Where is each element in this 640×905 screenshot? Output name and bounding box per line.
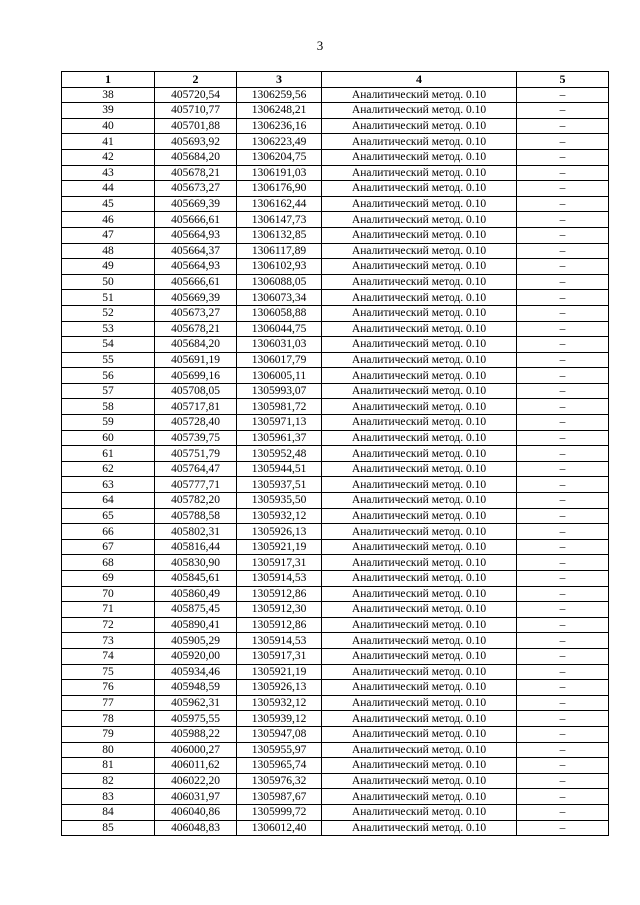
point-number-cell: 64	[62, 493, 155, 509]
point-number-cell: 82	[62, 773, 155, 789]
method-cell: Аналитический метод. 0.10	[322, 305, 517, 321]
table-row	[62, 571, 609, 587]
y-coordinate-cell: 1305935,50	[237, 493, 322, 509]
method-cell: Аналитический метод. 0.10	[322, 134, 517, 150]
table-header	[62, 72, 609, 88]
y-coordinate-cell: 1305971,13	[237, 415, 322, 431]
method-cell: Аналитический метод. 0.10	[322, 742, 517, 758]
note-cell: –	[517, 259, 609, 275]
note-cell: –	[517, 196, 609, 212]
x-coordinate-cell: 405905,29	[155, 633, 237, 649]
point-number-cell: 42	[62, 149, 155, 165]
method-cell: Аналитический метод. 0.10	[322, 290, 517, 306]
table-row	[62, 633, 609, 649]
x-coordinate-cell: 405948,59	[155, 680, 237, 696]
note-cell: –	[517, 399, 609, 415]
method-cell: Аналитический метод. 0.10	[322, 212, 517, 228]
x-coordinate-cell: 405802,31	[155, 524, 237, 540]
table-row	[62, 415, 609, 431]
table-row	[62, 524, 609, 540]
point-number-cell: 43	[62, 165, 155, 181]
method-cell: Аналитический метод. 0.10	[322, 571, 517, 587]
point-number-cell: 47	[62, 227, 155, 243]
table-row	[62, 789, 609, 805]
note-cell: –	[517, 415, 609, 431]
point-number-cell: 81	[62, 758, 155, 774]
x-coordinate-cell: 405691,19	[155, 352, 237, 368]
point-number-cell: 76	[62, 680, 155, 696]
point-number-cell: 41	[62, 134, 155, 150]
y-coordinate-cell: 1305921,19	[237, 539, 322, 555]
y-coordinate-cell: 1306058,88	[237, 305, 322, 321]
method-cell: Аналитический метод. 0.10	[322, 555, 517, 571]
note-cell: –	[517, 664, 609, 680]
x-coordinate-cell: 405830,90	[155, 555, 237, 571]
table-row	[62, 212, 609, 228]
note-cell: –	[517, 508, 609, 524]
point-number-cell: 75	[62, 664, 155, 680]
table-body	[62, 87, 609, 836]
note-cell: –	[517, 804, 609, 820]
x-coordinate-cell: 405890,41	[155, 617, 237, 633]
x-coordinate-cell: 405845,61	[155, 571, 237, 587]
point-number-cell: 54	[62, 337, 155, 353]
note-cell: –	[517, 149, 609, 165]
method-cell: Аналитический метод. 0.10	[322, 680, 517, 696]
point-number-cell: 80	[62, 742, 155, 758]
x-coordinate-cell: 405678,21	[155, 321, 237, 337]
method-cell: Аналитический метод. 0.10	[322, 383, 517, 399]
x-coordinate-cell: 405860,49	[155, 586, 237, 602]
point-number-cell: 60	[62, 430, 155, 446]
table-row	[62, 508, 609, 524]
point-number-cell: 78	[62, 711, 155, 727]
point-number-cell: 40	[62, 118, 155, 134]
note-cell: –	[517, 134, 609, 150]
note-cell: –	[517, 602, 609, 618]
note-cell: –	[517, 290, 609, 306]
method-cell: Аналитический метод. 0.10	[322, 368, 517, 384]
x-coordinate-cell: 405684,20	[155, 337, 237, 353]
y-coordinate-cell: 1305976,32	[237, 773, 322, 789]
y-coordinate-cell: 1306223,49	[237, 134, 322, 150]
method-cell: Аналитический метод. 0.10	[322, 773, 517, 789]
table-row	[62, 352, 609, 368]
table-row	[62, 103, 609, 119]
header-cell-2: 2	[155, 72, 237, 88]
point-number-cell: 69	[62, 571, 155, 587]
table-row	[62, 399, 609, 415]
point-number-cell: 56	[62, 368, 155, 384]
table-row	[62, 134, 609, 150]
method-cell: Аналитический метод. 0.10	[322, 804, 517, 820]
point-number-cell: 62	[62, 461, 155, 477]
point-number-cell: 44	[62, 181, 155, 197]
table-row	[62, 243, 609, 259]
method-cell: Аналитический метод. 0.10	[322, 461, 517, 477]
table-row	[62, 446, 609, 462]
table-row	[62, 383, 609, 399]
table-row	[62, 149, 609, 165]
x-coordinate-cell: 405693,92	[155, 134, 237, 150]
x-coordinate-cell: 405777,71	[155, 477, 237, 493]
point-number-cell: 66	[62, 524, 155, 540]
y-coordinate-cell: 1305955,97	[237, 742, 322, 758]
note-cell: –	[517, 305, 609, 321]
coordinates-table	[61, 71, 609, 836]
y-coordinate-cell: 1305912,30	[237, 602, 322, 618]
y-coordinate-cell: 1305961,37	[237, 430, 322, 446]
y-coordinate-cell: 1305912,86	[237, 586, 322, 602]
x-coordinate-cell: 405717,81	[155, 399, 237, 415]
method-cell: Аналитический метод. 0.10	[322, 243, 517, 259]
table-row	[62, 539, 609, 555]
method-cell: Аналитический метод. 0.10	[322, 274, 517, 290]
point-number-cell: 73	[62, 633, 155, 649]
method-cell: Аналитический метод. 0.10	[322, 181, 517, 197]
y-coordinate-cell: 1305987,67	[237, 789, 322, 805]
table-row	[62, 711, 609, 727]
point-number-cell: 59	[62, 415, 155, 431]
y-coordinate-cell: 1306031,03	[237, 337, 322, 353]
point-number-cell: 46	[62, 212, 155, 228]
y-coordinate-cell: 1306073,34	[237, 290, 322, 306]
header-cell-5: 5	[517, 72, 609, 88]
point-number-cell: 50	[62, 274, 155, 290]
note-cell: –	[517, 820, 609, 836]
x-coordinate-cell: 405934,46	[155, 664, 237, 680]
table-row	[62, 368, 609, 384]
point-number-cell: 57	[62, 383, 155, 399]
note-cell: –	[517, 274, 609, 290]
note-cell: –	[517, 571, 609, 587]
method-cell: Аналитический метод. 0.10	[322, 508, 517, 524]
y-coordinate-cell: 1306088,05	[237, 274, 322, 290]
point-number-cell: 79	[62, 726, 155, 742]
note-cell: –	[517, 368, 609, 384]
method-cell: Аналитический метод. 0.10	[322, 103, 517, 119]
note-cell: –	[517, 446, 609, 462]
method-cell: Аналитический метод. 0.10	[322, 149, 517, 165]
point-number-cell: 63	[62, 477, 155, 493]
table-row	[62, 742, 609, 758]
y-coordinate-cell: 1305912,86	[237, 617, 322, 633]
point-number-cell: 53	[62, 321, 155, 337]
table-row	[62, 773, 609, 789]
method-cell: Аналитический метод. 0.10	[322, 430, 517, 446]
y-coordinate-cell: 1305944,51	[237, 461, 322, 477]
table-row	[62, 680, 609, 696]
method-cell: Аналитический метод. 0.10	[322, 87, 517, 103]
table-row	[62, 259, 609, 275]
y-coordinate-cell: 1306204,75	[237, 149, 322, 165]
y-coordinate-cell: 1305914,53	[237, 633, 322, 649]
point-number-cell: 74	[62, 648, 155, 664]
table-row	[62, 664, 609, 680]
note-cell: –	[517, 461, 609, 477]
note-cell: –	[517, 617, 609, 633]
y-coordinate-cell: 1306017,79	[237, 352, 322, 368]
x-coordinate-cell: 405988,22	[155, 726, 237, 742]
y-coordinate-cell: 1305932,12	[237, 695, 322, 711]
x-coordinate-cell: 405764,47	[155, 461, 237, 477]
x-coordinate-cell: 405739,75	[155, 430, 237, 446]
table-row	[62, 820, 609, 836]
table-row	[62, 477, 609, 493]
method-cell: Аналитический метод. 0.10	[322, 399, 517, 415]
method-cell: Аналитический метод. 0.10	[322, 477, 517, 493]
table-row	[62, 586, 609, 602]
note-cell: –	[517, 165, 609, 181]
method-cell: Аналитический метод. 0.10	[322, 789, 517, 805]
y-coordinate-cell: 1306248,21	[237, 103, 322, 119]
note-cell: –	[517, 758, 609, 774]
y-coordinate-cell: 1306005,11	[237, 368, 322, 384]
method-cell: Аналитический метод. 0.10	[322, 415, 517, 431]
point-number-cell: 58	[62, 399, 155, 415]
note-cell: –	[517, 227, 609, 243]
x-coordinate-cell: 405664,93	[155, 227, 237, 243]
note-cell: –	[517, 555, 609, 571]
point-number-cell: 68	[62, 555, 155, 571]
y-coordinate-cell: 1306012,40	[237, 820, 322, 836]
method-cell: Аналитический метод. 0.10	[322, 493, 517, 509]
x-coordinate-cell: 405920,00	[155, 648, 237, 664]
note-cell: –	[517, 524, 609, 540]
x-coordinate-cell: 406031,97	[155, 789, 237, 805]
x-coordinate-cell: 405678,21	[155, 165, 237, 181]
note-cell: –	[517, 352, 609, 368]
point-number-cell: 51	[62, 290, 155, 306]
note-cell: –	[517, 539, 609, 555]
note-cell: –	[517, 212, 609, 228]
y-coordinate-cell: 1306147,73	[237, 212, 322, 228]
table-row	[62, 165, 609, 181]
header-row	[62, 72, 609, 88]
x-coordinate-cell: 406048,83	[155, 820, 237, 836]
note-cell: –	[517, 633, 609, 649]
method-cell: Аналитический метод. 0.10	[322, 118, 517, 134]
x-coordinate-cell: 406011,62	[155, 758, 237, 774]
point-number-cell: 67	[62, 539, 155, 555]
x-coordinate-cell: 405673,27	[155, 181, 237, 197]
note-cell: –	[517, 383, 609, 399]
point-number-cell: 55	[62, 352, 155, 368]
method-cell: Аналитический метод. 0.10	[322, 758, 517, 774]
y-coordinate-cell: 1306132,85	[237, 227, 322, 243]
table-row	[62, 695, 609, 711]
note-cell: –	[517, 321, 609, 337]
method-cell: Аналитический метод. 0.10	[322, 321, 517, 337]
method-cell: Аналитический метод. 0.10	[322, 352, 517, 368]
method-cell: Аналитический метод. 0.10	[322, 259, 517, 275]
y-coordinate-cell: 1305914,53	[237, 571, 322, 587]
y-coordinate-cell: 1305952,48	[237, 446, 322, 462]
method-cell: Аналитический метод. 0.10	[322, 726, 517, 742]
table-row	[62, 804, 609, 820]
x-coordinate-cell: 405673,27	[155, 305, 237, 321]
table-row	[62, 118, 609, 134]
y-coordinate-cell: 1305917,31	[237, 555, 322, 571]
note-cell: –	[517, 430, 609, 446]
point-number-cell: 83	[62, 789, 155, 805]
y-coordinate-cell: 1305932,12	[237, 508, 322, 524]
y-coordinate-cell: 1305999,72	[237, 804, 322, 820]
point-number-cell: 84	[62, 804, 155, 820]
method-cell: Аналитический метод. 0.10	[322, 820, 517, 836]
x-coordinate-cell: 405728,40	[155, 415, 237, 431]
table-row	[62, 305, 609, 321]
x-coordinate-cell: 405875,45	[155, 602, 237, 618]
table-row	[62, 196, 609, 212]
x-coordinate-cell: 405962,31	[155, 695, 237, 711]
method-cell: Аналитический метод. 0.10	[322, 695, 517, 711]
method-cell: Аналитический метод. 0.10	[322, 539, 517, 555]
table-row	[62, 274, 609, 290]
point-number-cell: 52	[62, 305, 155, 321]
table-row	[62, 602, 609, 618]
x-coordinate-cell: 405669,39	[155, 290, 237, 306]
y-coordinate-cell: 1305937,51	[237, 477, 322, 493]
note-cell: –	[517, 586, 609, 602]
point-number-cell: 38	[62, 87, 155, 103]
table-row	[62, 617, 609, 633]
method-cell: Аналитический метод. 0.10	[322, 602, 517, 618]
x-coordinate-cell: 405701,88	[155, 118, 237, 134]
y-coordinate-cell: 1305993,07	[237, 383, 322, 399]
x-coordinate-cell: 405782,20	[155, 493, 237, 509]
table-row	[62, 493, 609, 509]
y-coordinate-cell: 1306259,56	[237, 87, 322, 103]
point-number-cell: 48	[62, 243, 155, 259]
table-row	[62, 648, 609, 664]
page-number: 3	[316, 38, 324, 53]
x-coordinate-cell: 405666,61	[155, 212, 237, 228]
point-number-cell: 77	[62, 695, 155, 711]
y-coordinate-cell: 1306102,93	[237, 259, 322, 275]
method-cell: Аналитический метод. 0.10	[322, 664, 517, 680]
method-cell: Аналитический метод. 0.10	[322, 524, 517, 540]
y-coordinate-cell: 1306162,44	[237, 196, 322, 212]
table-row	[62, 337, 609, 353]
note-cell: –	[517, 103, 609, 119]
y-coordinate-cell: 1305917,31	[237, 648, 322, 664]
note-cell: –	[517, 648, 609, 664]
y-coordinate-cell: 1305947,08	[237, 726, 322, 742]
point-number-cell: 61	[62, 446, 155, 462]
point-number-cell: 85	[62, 820, 155, 836]
method-cell: Аналитический метод. 0.10	[322, 586, 517, 602]
point-number-cell: 70	[62, 586, 155, 602]
x-coordinate-cell: 405710,77	[155, 103, 237, 119]
x-coordinate-cell: 405751,79	[155, 446, 237, 462]
table-row	[62, 461, 609, 477]
method-cell: Аналитический метод. 0.10	[322, 633, 517, 649]
y-coordinate-cell: 1305981,72	[237, 399, 322, 415]
x-coordinate-cell: 405720,54	[155, 87, 237, 103]
table-row	[62, 555, 609, 571]
table-row	[62, 321, 609, 337]
note-cell: –	[517, 789, 609, 805]
note-cell: –	[517, 477, 609, 493]
point-number-cell: 49	[62, 259, 155, 275]
table-row	[62, 181, 609, 197]
point-number-cell: 65	[62, 508, 155, 524]
x-coordinate-cell: 405666,61	[155, 274, 237, 290]
note-cell: –	[517, 181, 609, 197]
note-cell: –	[517, 87, 609, 103]
header-cell-1: 1	[62, 72, 155, 88]
note-cell: –	[517, 773, 609, 789]
point-number-cell: 39	[62, 103, 155, 119]
y-coordinate-cell: 1305965,74	[237, 758, 322, 774]
note-cell: –	[517, 118, 609, 134]
y-coordinate-cell: 1306176,90	[237, 181, 322, 197]
note-cell: –	[517, 726, 609, 742]
y-coordinate-cell: 1305921,19	[237, 664, 322, 680]
method-cell: Аналитический метод. 0.10	[322, 711, 517, 727]
y-coordinate-cell: 1306191,03	[237, 165, 322, 181]
x-coordinate-cell: 405708,05	[155, 383, 237, 399]
y-coordinate-cell: 1306044,75	[237, 321, 322, 337]
method-cell: Аналитический метод. 0.10	[322, 446, 517, 462]
x-coordinate-cell: 405699,16	[155, 368, 237, 384]
note-cell: –	[517, 742, 609, 758]
note-cell: –	[517, 680, 609, 696]
y-coordinate-cell: 1306236,16	[237, 118, 322, 134]
x-coordinate-cell: 406000,27	[155, 742, 237, 758]
x-coordinate-cell: 405788,58	[155, 508, 237, 524]
method-cell: Аналитический метод. 0.10	[322, 227, 517, 243]
x-coordinate-cell: 405975,55	[155, 711, 237, 727]
point-number-cell: 71	[62, 602, 155, 618]
note-cell: –	[517, 493, 609, 509]
table-row	[62, 290, 609, 306]
table-row	[62, 726, 609, 742]
x-coordinate-cell: 405664,37	[155, 243, 237, 259]
x-coordinate-cell: 405816,44	[155, 539, 237, 555]
point-number-cell: 72	[62, 617, 155, 633]
table-row	[62, 227, 609, 243]
x-coordinate-cell: 406022,20	[155, 773, 237, 789]
method-cell: Аналитический метод. 0.10	[322, 337, 517, 353]
table-row	[62, 758, 609, 774]
header-cell-3: 3	[237, 72, 322, 88]
table-row	[62, 87, 609, 103]
x-coordinate-cell: 405684,20	[155, 149, 237, 165]
method-cell: Аналитический метод. 0.10	[322, 617, 517, 633]
method-cell: Аналитический метод. 0.10	[322, 165, 517, 181]
note-cell: –	[517, 243, 609, 259]
y-coordinate-cell: 1305939,12	[237, 711, 322, 727]
point-number-cell: 45	[62, 196, 155, 212]
x-coordinate-cell: 405669,39	[155, 196, 237, 212]
note-cell: –	[517, 711, 609, 727]
x-coordinate-cell: 406040,86	[155, 804, 237, 820]
header-cell-4: 4	[322, 72, 517, 88]
table-row	[62, 430, 609, 446]
method-cell: Аналитический метод. 0.10	[322, 196, 517, 212]
y-coordinate-cell: 1305926,13	[237, 680, 322, 696]
method-cell: Аналитический метод. 0.10	[322, 648, 517, 664]
y-coordinate-cell: 1306117,89	[237, 243, 322, 259]
note-cell: –	[517, 695, 609, 711]
x-coordinate-cell: 405664,93	[155, 259, 237, 275]
y-coordinate-cell: 1305926,13	[237, 524, 322, 540]
note-cell: –	[517, 337, 609, 353]
